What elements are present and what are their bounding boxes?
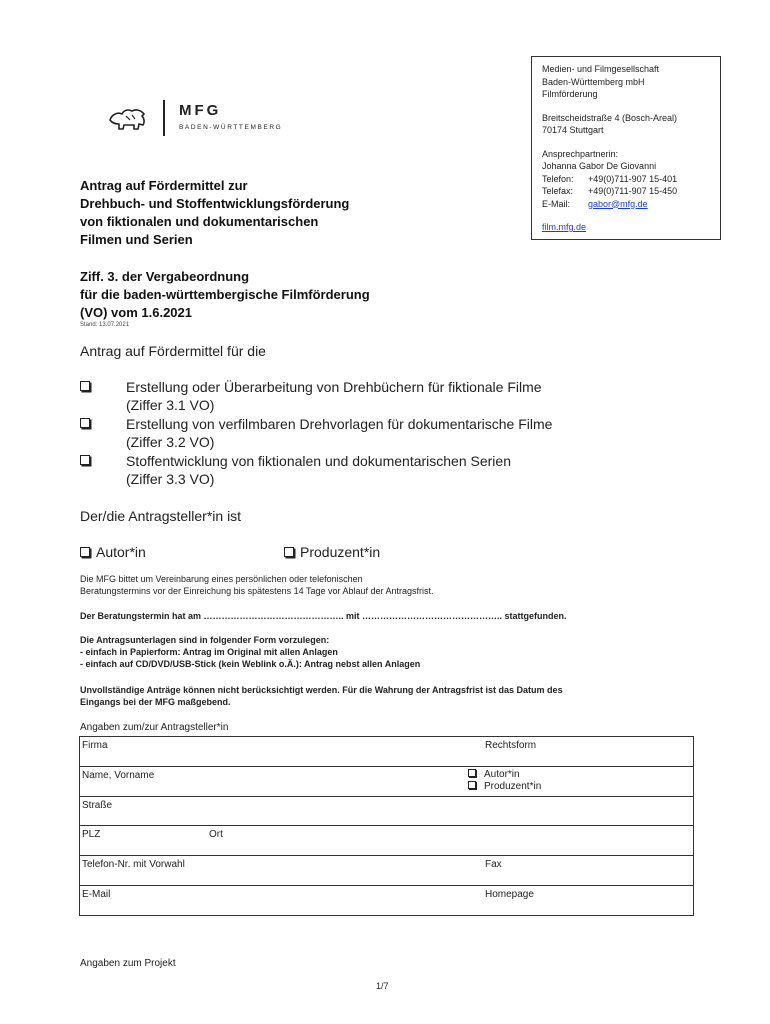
title-line: Antrag auf Fördermittel zur bbox=[80, 178, 248, 193]
firma-label[interactable]: Firma bbox=[82, 740, 108, 751]
title-line: Drehbuch- und Stoffentwicklungsförderung bbox=[80, 196, 350, 211]
regulation-title bbox=[80, 268, 370, 322]
option-label: Erstellung oder Überarbeitung von Drehbüchern für fiktionale Filme bbox=[126, 379, 542, 395]
logo-name: MFG bbox=[179, 102, 222, 119]
note-line: Beratungstermins vor der Einreichung bis spätestens 14 Tage vor Ablauf der Antragsfrist. bbox=[80, 586, 434, 596]
option-sub: (Ziffer 3.1 VO) bbox=[126, 397, 215, 413]
role-label: Autor*in bbox=[484, 769, 520, 780]
contact-label: Ansprechpartnerin: bbox=[542, 148, 619, 159]
logo-subtitle: BADEN-WÜRTTEMBERG bbox=[179, 124, 283, 131]
row-strasse bbox=[80, 797, 693, 826]
homepage-label[interactable]: Homepage bbox=[485, 889, 534, 900]
incomplete-note bbox=[80, 684, 563, 708]
fax-value: +49(0)711-907 15-450 bbox=[588, 186, 678, 196]
logo-divider bbox=[163, 100, 165, 136]
note-line: Eingangs bei der MFG maßgebend. bbox=[80, 697, 231, 707]
role-autor-row[interactable] bbox=[468, 769, 541, 781]
role-label: Produzent*in bbox=[484, 781, 542, 792]
project-section-label: Angaben zum Projekt bbox=[80, 958, 176, 969]
role-produzent[interactable] bbox=[284, 544, 380, 560]
checkbox[interactable] bbox=[80, 381, 90, 391]
stand-date: Stand: 13.07.2021 bbox=[80, 322, 130, 328]
phone-label: Telefon: bbox=[542, 173, 574, 184]
website-link[interactable]: film.mfg.de bbox=[542, 222, 587, 232]
main-title bbox=[80, 177, 349, 249]
fax-label[interactable]: Fax bbox=[485, 859, 502, 870]
role-label: Produzent*in bbox=[300, 544, 381, 560]
plz-label[interactable]: PLZ bbox=[82, 829, 101, 840]
applicant-heading: Der/die Antragsteller*in ist bbox=[80, 508, 242, 524]
phone-line bbox=[542, 173, 710, 186]
strasse-label[interactable]: Straße bbox=[82, 800, 113, 811]
title-line: von fiktionalen und dokumentarischen bbox=[80, 214, 319, 229]
applicant-table bbox=[79, 736, 694, 916]
row-email bbox=[80, 886, 693, 916]
fax-label: Telefax: bbox=[542, 186, 574, 196]
row-telefon bbox=[80, 856, 693, 886]
note-line: Die Antragsunterlagen sind in folgender Form vorzulegen: bbox=[80, 635, 330, 645]
org-line: Filmförderung bbox=[542, 89, 598, 99]
subtitle-line: Ziff. 3. der Vergabeordnung bbox=[80, 269, 250, 284]
name-label[interactable]: Name, Vorname bbox=[82, 770, 155, 781]
page-number: 1/7 bbox=[376, 981, 389, 991]
note-line: Unvollständige Anträge können nicht berücksichtigt werden. Für die Wahrung der Antragsfrist ist das Datum des bbox=[80, 685, 563, 695]
email-link[interactable]: gabor@mfg.de bbox=[588, 198, 648, 209]
role-autor[interactable] bbox=[80, 544, 146, 560]
mfg-logo bbox=[108, 100, 298, 138]
note-line: - einfach auf CD/DVD/USB-Stick (kein Weblink o.Ä.): Antrag nebst allen Anlagen bbox=[80, 659, 421, 669]
role-checkboxes bbox=[468, 769, 541, 793]
org-line: Baden-Württemberg mbH bbox=[542, 76, 645, 87]
fax-line bbox=[542, 185, 710, 198]
bear-icon bbox=[108, 106, 148, 132]
row-plz bbox=[80, 826, 693, 856]
checkbox[interactable] bbox=[468, 769, 476, 777]
option-sub: (Ziffer 3.3 VO) bbox=[126, 471, 215, 487]
address-line: 70174 Stuttgart bbox=[542, 125, 604, 135]
contact-box bbox=[531, 56, 721, 240]
option-label: Stoffentwicklung von fiktionalen und dokumentarischen Serien bbox=[126, 453, 511, 469]
phone-value: +49(0)711-907 15-401 bbox=[588, 173, 678, 184]
note-line: Die MFG bittet um Vereinbarung eines persönlichen oder telefonischen bbox=[80, 574, 363, 584]
applicant-section-label: Angaben zum/zur Antragsteller*in bbox=[80, 722, 229, 733]
subtitle-line: für die baden-württembergische Filmförderung bbox=[80, 287, 370, 302]
org-line: Medien- und Filmgesellschaft bbox=[542, 64, 660, 74]
note-line: - einfach in Papierform: Antrag im Original mit allen Anlagen bbox=[80, 647, 338, 657]
ort-label[interactable]: Ort bbox=[209, 829, 223, 840]
email-label[interactable]: E-Mail bbox=[82, 889, 111, 900]
consult-note bbox=[80, 573, 434, 597]
documents-note bbox=[80, 634, 420, 670]
role-produzent-row[interactable] bbox=[468, 781, 541, 793]
checkbox[interactable] bbox=[80, 547, 90, 557]
rechtsform-label[interactable]: Rechtsform bbox=[485, 740, 537, 751]
checkbox[interactable] bbox=[284, 547, 294, 557]
intro-text: Antrag auf Fördermittel für die bbox=[80, 343, 266, 359]
telefon-label[interactable]: Telefon-Nr. mit Vorwahl bbox=[82, 859, 185, 870]
checkbox[interactable] bbox=[80, 418, 90, 428]
checkbox[interactable] bbox=[468, 781, 476, 789]
role-label: Autor*in bbox=[96, 544, 146, 560]
address-line: Breitscheidstraße 4 (Bosch-Areal) bbox=[542, 112, 678, 123]
title-line: Filmen und Serien bbox=[80, 232, 193, 247]
row-firma bbox=[80, 737, 693, 767]
contact-name: Johanna Gabor De Giovanni bbox=[542, 161, 657, 171]
email-label: E-Mail: bbox=[542, 198, 571, 209]
row-name bbox=[80, 767, 693, 797]
option-sub: (Ziffer 3.2 VO) bbox=[126, 434, 215, 450]
appointment-line: Der Beratungstermin hat am ……………………………………….. mit ……………………………………….. stattgefunden. bbox=[80, 611, 567, 621]
option-label: Erstellung von verfilmbaren Drehvorlagen für dokumentarische Filme bbox=[126, 416, 553, 432]
subtitle-line: (VO) vom 1.6.2021 bbox=[80, 305, 192, 320]
email-line bbox=[542, 198, 710, 211]
checkbox[interactable] bbox=[80, 455, 90, 465]
